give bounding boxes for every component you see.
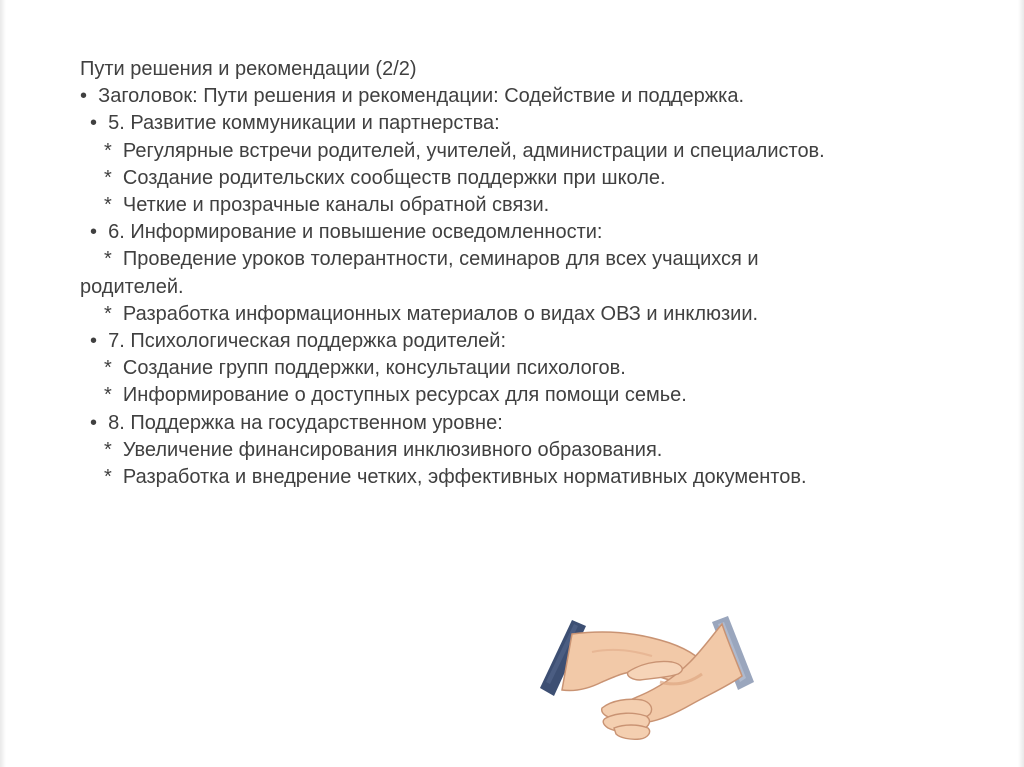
sub-item: * Четкие и прозрачные каналы обратной связи. [104,194,550,217]
bullet-section-7: • 7. Психологическая поддержка родителей: [90,330,506,353]
bullet-section-6: • 6. Информирование и повышение осведомленности: [90,221,603,244]
bullet-section-8: • 8. Поддержка на государственном уровне: [90,411,503,434]
slide-edge-right [1018,0,1024,767]
sub-item: * Информирование о доступных ресурсах для помощи семье. [104,384,687,407]
sub-item: * Разработка информационных материалов о видах ОВЗ и инклюзии. [104,302,759,325]
sub-item: * Проведение уроков толерантности, семинаров для всех учащихся и [104,248,759,271]
bullet-heading: • Заголовок: Пути решения и рекомендации: Содействие и поддержка. [80,85,745,108]
slide-text [80,56,960,491]
sub-item: * Создание родительских сообществ поддержки при школе. [104,166,666,189]
handshake-icon [532,612,764,742]
sub-item: * Регулярные встречи родителей, учителей, администрации и специалистов. [104,139,825,162]
sub-item: * Разработка и внедрение четких, эффективных нормативных документов. [104,466,807,489]
slide-edge-left [0,0,6,767]
sub-item: * Создание групп поддержки, консультации психологов. [104,357,626,380]
sub-item-continuation: родителей. [80,275,184,298]
sub-item: * Увеличение финансирования инклюзивного образования. [104,438,663,461]
slide-title: Пути решения и рекомендации (2/2) [80,58,417,80]
bullet-section-5: • 5. Развитие коммуникации и партнерства: [90,112,500,135]
